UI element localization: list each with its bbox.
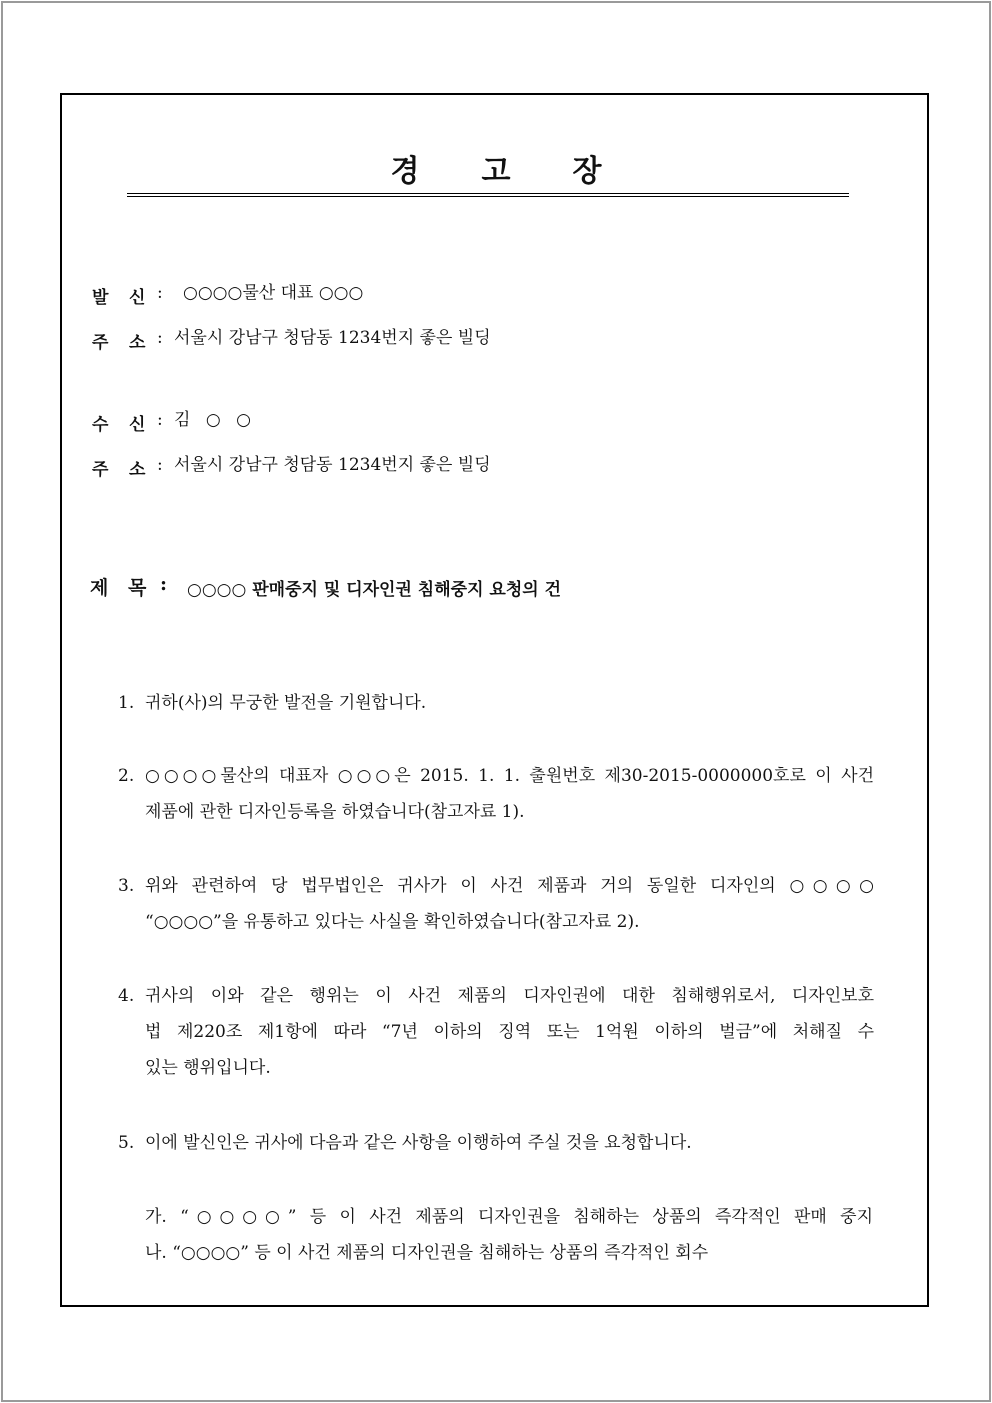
sub-item-na: 나. “○○○○” 등 이 사건 제품의 디자인권을 침해하는 상품의 즉각적인 회수 — [145, 1243, 709, 1263]
title-char-3: 장 — [572, 154, 602, 189]
paragraph-3-line-2: “○○○○”을 유통하고 있다는 사실을 확인하였습니다(참고자료 2). — [145, 912, 640, 932]
paragraph-5-line-1: 이에 발신인은 귀사에 다음과 같은 사항을 이행하여 주실 것을 요청합니다. — [145, 1133, 692, 1153]
document-title — [0, 146, 992, 190]
paragraph-2-line-1: ○○○○물산의 대표자 ○○○은 2015. 1. 1. 출원번호 제30-2015-0000000호로 이 사건 — [145, 766, 874, 786]
recipient-address-value: 서울시 강남구 청담동 1234번지 좋은 빌딩 — [174, 455, 491, 475]
title-char-2: 고 — [481, 154, 511, 189]
sender-value: ○○○○물산 대표 ○○○ — [183, 283, 364, 303]
paragraph-4-line-3: 있는 행위입니다. — [145, 1058, 271, 1078]
paragraph-3-line-1: 위와 관련하여 당 법무법인은 귀사가 이 사건 제품과 거의 동일한 디자인의 ○○○○ — [145, 876, 874, 896]
title-char-1: 경 — [390, 154, 420, 189]
subject-value: ○○○○ 판매중지 및 디자인권 침해중지 요청의 건 — [187, 580, 562, 600]
sender-address-value: 서울시 강남구 청담동 1234번지 좋은 빌딩 — [174, 328, 491, 348]
recipient-value: 김 ○ ○ — [174, 410, 251, 430]
title-underline — [127, 193, 849, 197]
paragraph-2-line-2: 제품에 관한 디자인등록을 하였습니다(참고자료 1). — [145, 802, 525, 822]
paragraph-1-line-1: 귀하(사)의 무궁한 발전을 기원합니다. — [145, 693, 427, 713]
paragraph-4-line-1: 귀사의 이와 같은 행위는 이 사건 제품의 디자인권에 대한 침해행위로서, 디자인보호 — [145, 986, 874, 1006]
paragraph-4-line-2: 법 제220조 제1항에 따라 “7년 이하의 징역 또는 1억원 이하의 벌금”에 처해질 수 — [145, 1022, 874, 1042]
sub-item-ga: 가. “○○○○” 등 이 사건 제품의 디자인권을 침해하는 상품의 즉각적인 판매 중지 — [145, 1207, 873, 1227]
